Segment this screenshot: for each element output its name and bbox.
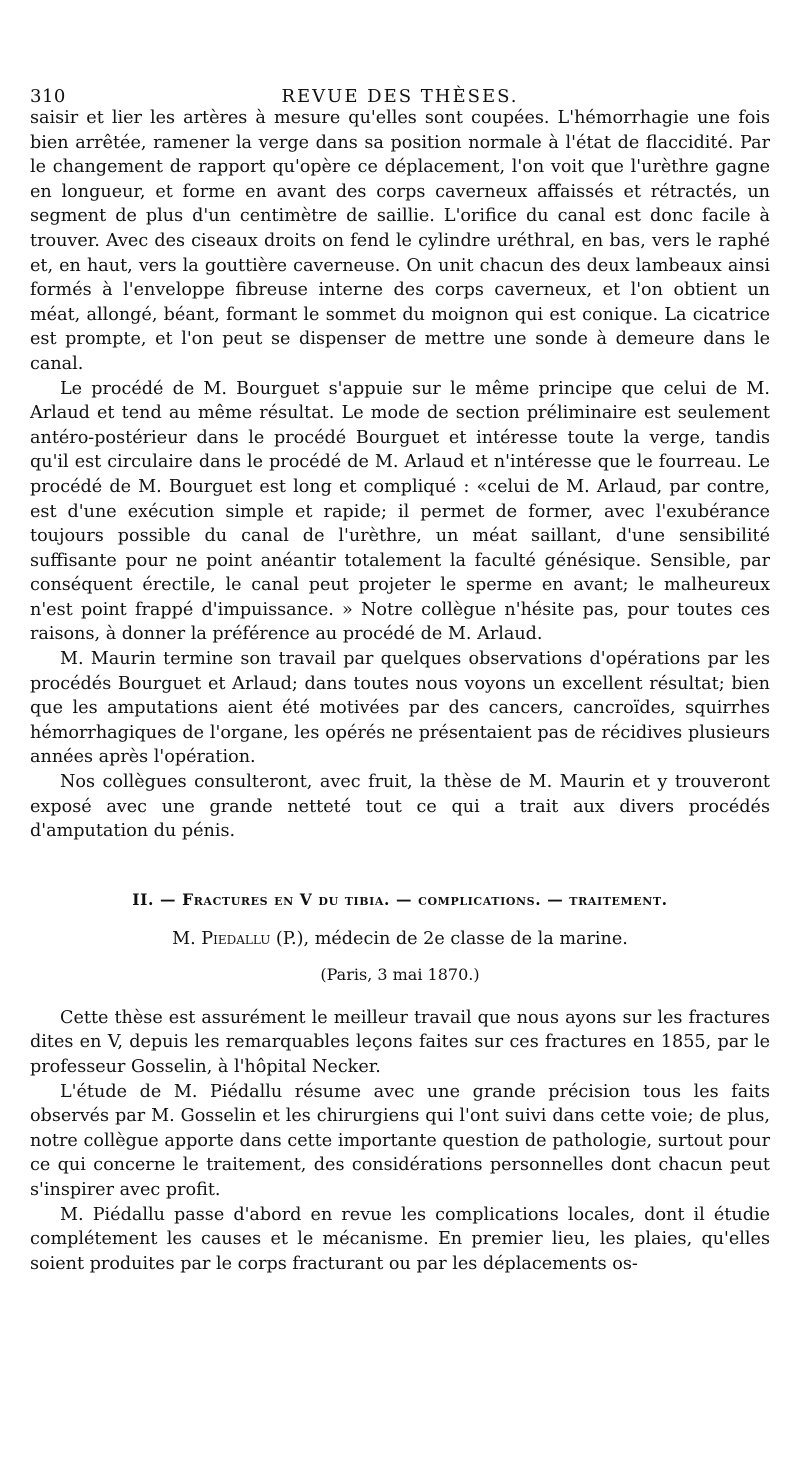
paragraph-continuation: saisir et lier les artères à mesure qu'elles sont coupées. L'hémorrhagie une fois bien arrêtée, ramener la verge dans sa position normale à l'état de flaccidité. Par le changement de rapport qu'opère ce déplacement, l'on voit que l'urèthre gagne en longueur, et forme en avant des corps caverneux affaissés et rétractés, un segment de plus d'un centimètre de saillie. L'orifice du canal est donc facile à trouver. Avec des ciseaux droits on fend le cylindre uréthral, en bas, vers le raphé et, en haut, vers la gouttière caverneuse. On unit chacun des deux lambeaux ainsi formés à l'enveloppe fibreuse interne des corps caverneux, et l'on obtient un méat, allongé, béant, formant le sommet du moignon qui est conique. La cicatrice est prompte, et l'on peut se dispenser de mettre une sonde à demeure dans le canal. xyxy=(30,108,770,374)
author-line xyxy=(30,929,770,949)
paragraph-intro: Cette thèse est assurément le meilleur travail que nous ayons sur les fractures dites en V, depuis les remarquables leçons faites sur ces fractures en 1855, par le professeur Gosselin, à l'hôpital Necker. xyxy=(30,1007,770,1077)
book-page xyxy=(30,64,770,1276)
running-header xyxy=(30,64,770,106)
section-2-body xyxy=(30,1006,770,1277)
continued-text xyxy=(30,106,770,844)
section-gap xyxy=(30,844,770,890)
page-number: 310 xyxy=(30,86,66,107)
paragraph-maurin-observations: M. Maurin termine son travail par quelques observations d'opérations par les procédés Bourguet et Arlaud; dans toutes nous voyons un excellent résultat; bien que les amputations aient été motivées par des cancers, cancroïdes, squirrhes hémorrhagiques de l'organe, les opérés ne présentaient pas de récidives plusieurs années après l'opération. xyxy=(30,649,770,768)
author-name: M. Piedallu xyxy=(172,928,271,949)
section-heading: II. — Fractures en V du tibia. — complications. — traitement. xyxy=(132,889,668,909)
paragraph-conclusion: Nos collègues consulteront, avec fruit, la thèse de M. Maurin et y trouveront exposé avec une grande netteté tout ce qui a trait aux divers procédés d'amputation du pénis. xyxy=(30,772,770,842)
paragraph-study: L'étude de M. Piédallu résume avec une grande précision tous les faits observés par M. Gosselin et les chirurgiens qui l'ont suivi dans cette voie; de plus, notre collègue apporte dans cette importante question de pathologie, surtout pour ce qui concerne le traitement, des considérations personnelles dont chacun peut s'inspirer avec profit. xyxy=(30,1081,770,1200)
running-title: REVUE DES THÈSES. xyxy=(281,86,519,107)
paragraph-complications: M. Piédallu passe d'abord en revue les complications locales, dont il étudie complétement les causes et le mécanisme. En premier lieu, les plaies, qu'elles soient produites par le corps fracturant ou par les déplacements os- xyxy=(30,1204,770,1274)
paragraph-bourguet-procedure: Le procédé de M. Bourguet s'appuie sur le même principe que celui de M. Arlaud et tend au même résultat. Le mode de section préliminaire est seulement antéro-postérieur dans le procédé Bourguet et intéresse toute la verge, tandis qu'il est circulaire dans le procédé de M. Arlaud et n'intéresse que le fourreau. Le procédé de M. Bourguet est long et compliqué : «celui de M. Arlaud, par contre, est d'une exécution simple et rapide; il permet de former, avec l'exubérance toujours possible du canal de l'urèthre, un méat saillant, d'une sensibilité suffisante pour ne point anéantir totalement la faculté génésique. Sensible, par conséquent érectile, le canal peut projeter le sperme en avant; le malheureux n'est point frappé d'impuissance. » Notre collègue n'hésite pas, pour toutes ces raisons, à donner la préférence au procédé de M. Arlaud. xyxy=(30,378,770,645)
section-2 xyxy=(30,890,770,1277)
thesis-date: (Paris, 3 mai 1870.) xyxy=(320,964,480,984)
author-title: (P.), médecin de 2e classe de la marine. xyxy=(270,928,628,949)
